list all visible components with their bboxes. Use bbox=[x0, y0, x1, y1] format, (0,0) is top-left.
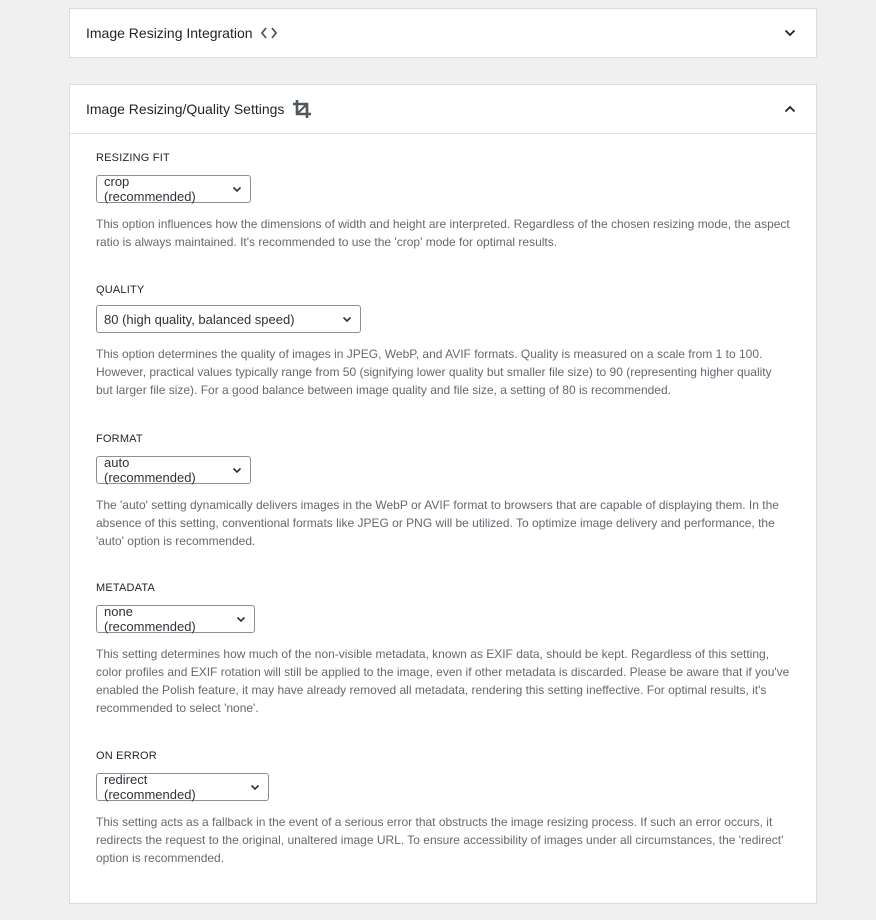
panel-title: Image Resizing Integration bbox=[86, 25, 253, 41]
panel-image-resizing-integration bbox=[69, 8, 817, 58]
field-on-error bbox=[96, 749, 790, 867]
field-description: This option determines the quality of images in JPEG, WebP, and AVIF formats. Quality is measured on a scale from 1 to 100. However, practical values typically range from 50 (signifying lower quality but smaller file size) to 90 (representing higher quality but larger file size). For a good balance between image quality and file size, a setting of 80 is recommended. bbox=[96, 347, 772, 397]
crop-icon bbox=[292, 99, 312, 119]
panel-header-quality-settings[interactable] bbox=[70, 85, 816, 134]
select-value: redirect (recommended) bbox=[104, 772, 196, 802]
field-label: FORMAT bbox=[96, 433, 143, 445]
code-icon bbox=[261, 26, 277, 40]
panel-header-integration[interactable] bbox=[70, 9, 816, 57]
select-value: auto (recommended) bbox=[104, 455, 196, 485]
chevron-up-icon[interactable] bbox=[782, 101, 798, 117]
field-format bbox=[96, 432, 790, 550]
select-value: none (recommended) bbox=[104, 604, 196, 634]
chevron-down-icon bbox=[232, 186, 242, 193]
field-description: The 'auto' setting dynamically delivers images in the WebP or AVIF format to browsers that are capable of displaying them. In the absence of this setting, conventional formats like JPEG or PNG will be utilized. To optimize image delivery and performance, the 'auto' option is recommended. bbox=[96, 498, 779, 548]
field-description: This setting determines how much of the non-visible metadata, known as EXIF data, should be kept. Regardless of this setting, color profiles and EXIF rotation will still be applied to the image, even if other metadata is discarded. Please be aware that if you've enabled the Polish feature, it may have already removed all metadata, rendering this setting ineffective. For optimal results, it's recommended to select 'none'. bbox=[96, 647, 790, 715]
chevron-down-icon[interactable] bbox=[782, 25, 798, 41]
field-metadata bbox=[96, 581, 790, 717]
chevron-down-icon bbox=[236, 616, 246, 623]
field-resizing-fit bbox=[96, 151, 790, 251]
select-value: crop (recommended) bbox=[104, 174, 196, 204]
metadata-select[interactable] bbox=[96, 605, 255, 633]
on-error-select[interactable] bbox=[96, 773, 269, 801]
field-quality bbox=[96, 283, 790, 399]
field-label: METADATA bbox=[96, 582, 156, 594]
field-description: This setting acts as a fallback in the event of a serious error that obstructs the image resizing process. If such an error occurs, it redirects the request to the original, unaltered image URL. To ensure accessibility of images under all circumstances, the 'redirect' option is recommended. bbox=[96, 815, 784, 865]
format-select[interactable] bbox=[96, 456, 251, 484]
field-label: ON ERROR bbox=[96, 750, 157, 762]
chevron-down-icon bbox=[250, 784, 260, 791]
field-label: QUALITY bbox=[96, 284, 145, 296]
select-value: 80 (high quality, balanced speed) bbox=[104, 311, 295, 327]
chevron-down-icon bbox=[342, 316, 352, 323]
field-label: RESIZING FIT bbox=[96, 152, 170, 164]
panel-image-resizing-quality-settings bbox=[69, 84, 817, 904]
resizing-fit-select[interactable] bbox=[96, 175, 251, 203]
quality-select[interactable] bbox=[96, 305, 361, 333]
chevron-down-icon bbox=[232, 467, 242, 474]
field-description: This option influences how the dimensions of width and height are interpreted. Regardless of the chosen resizing mode, the aspect ratio is always maintained. It's recommended to use the 'crop' mode for optimal results. bbox=[96, 217, 790, 249]
panel-title: Image Resizing/Quality Settings bbox=[86, 101, 285, 117]
